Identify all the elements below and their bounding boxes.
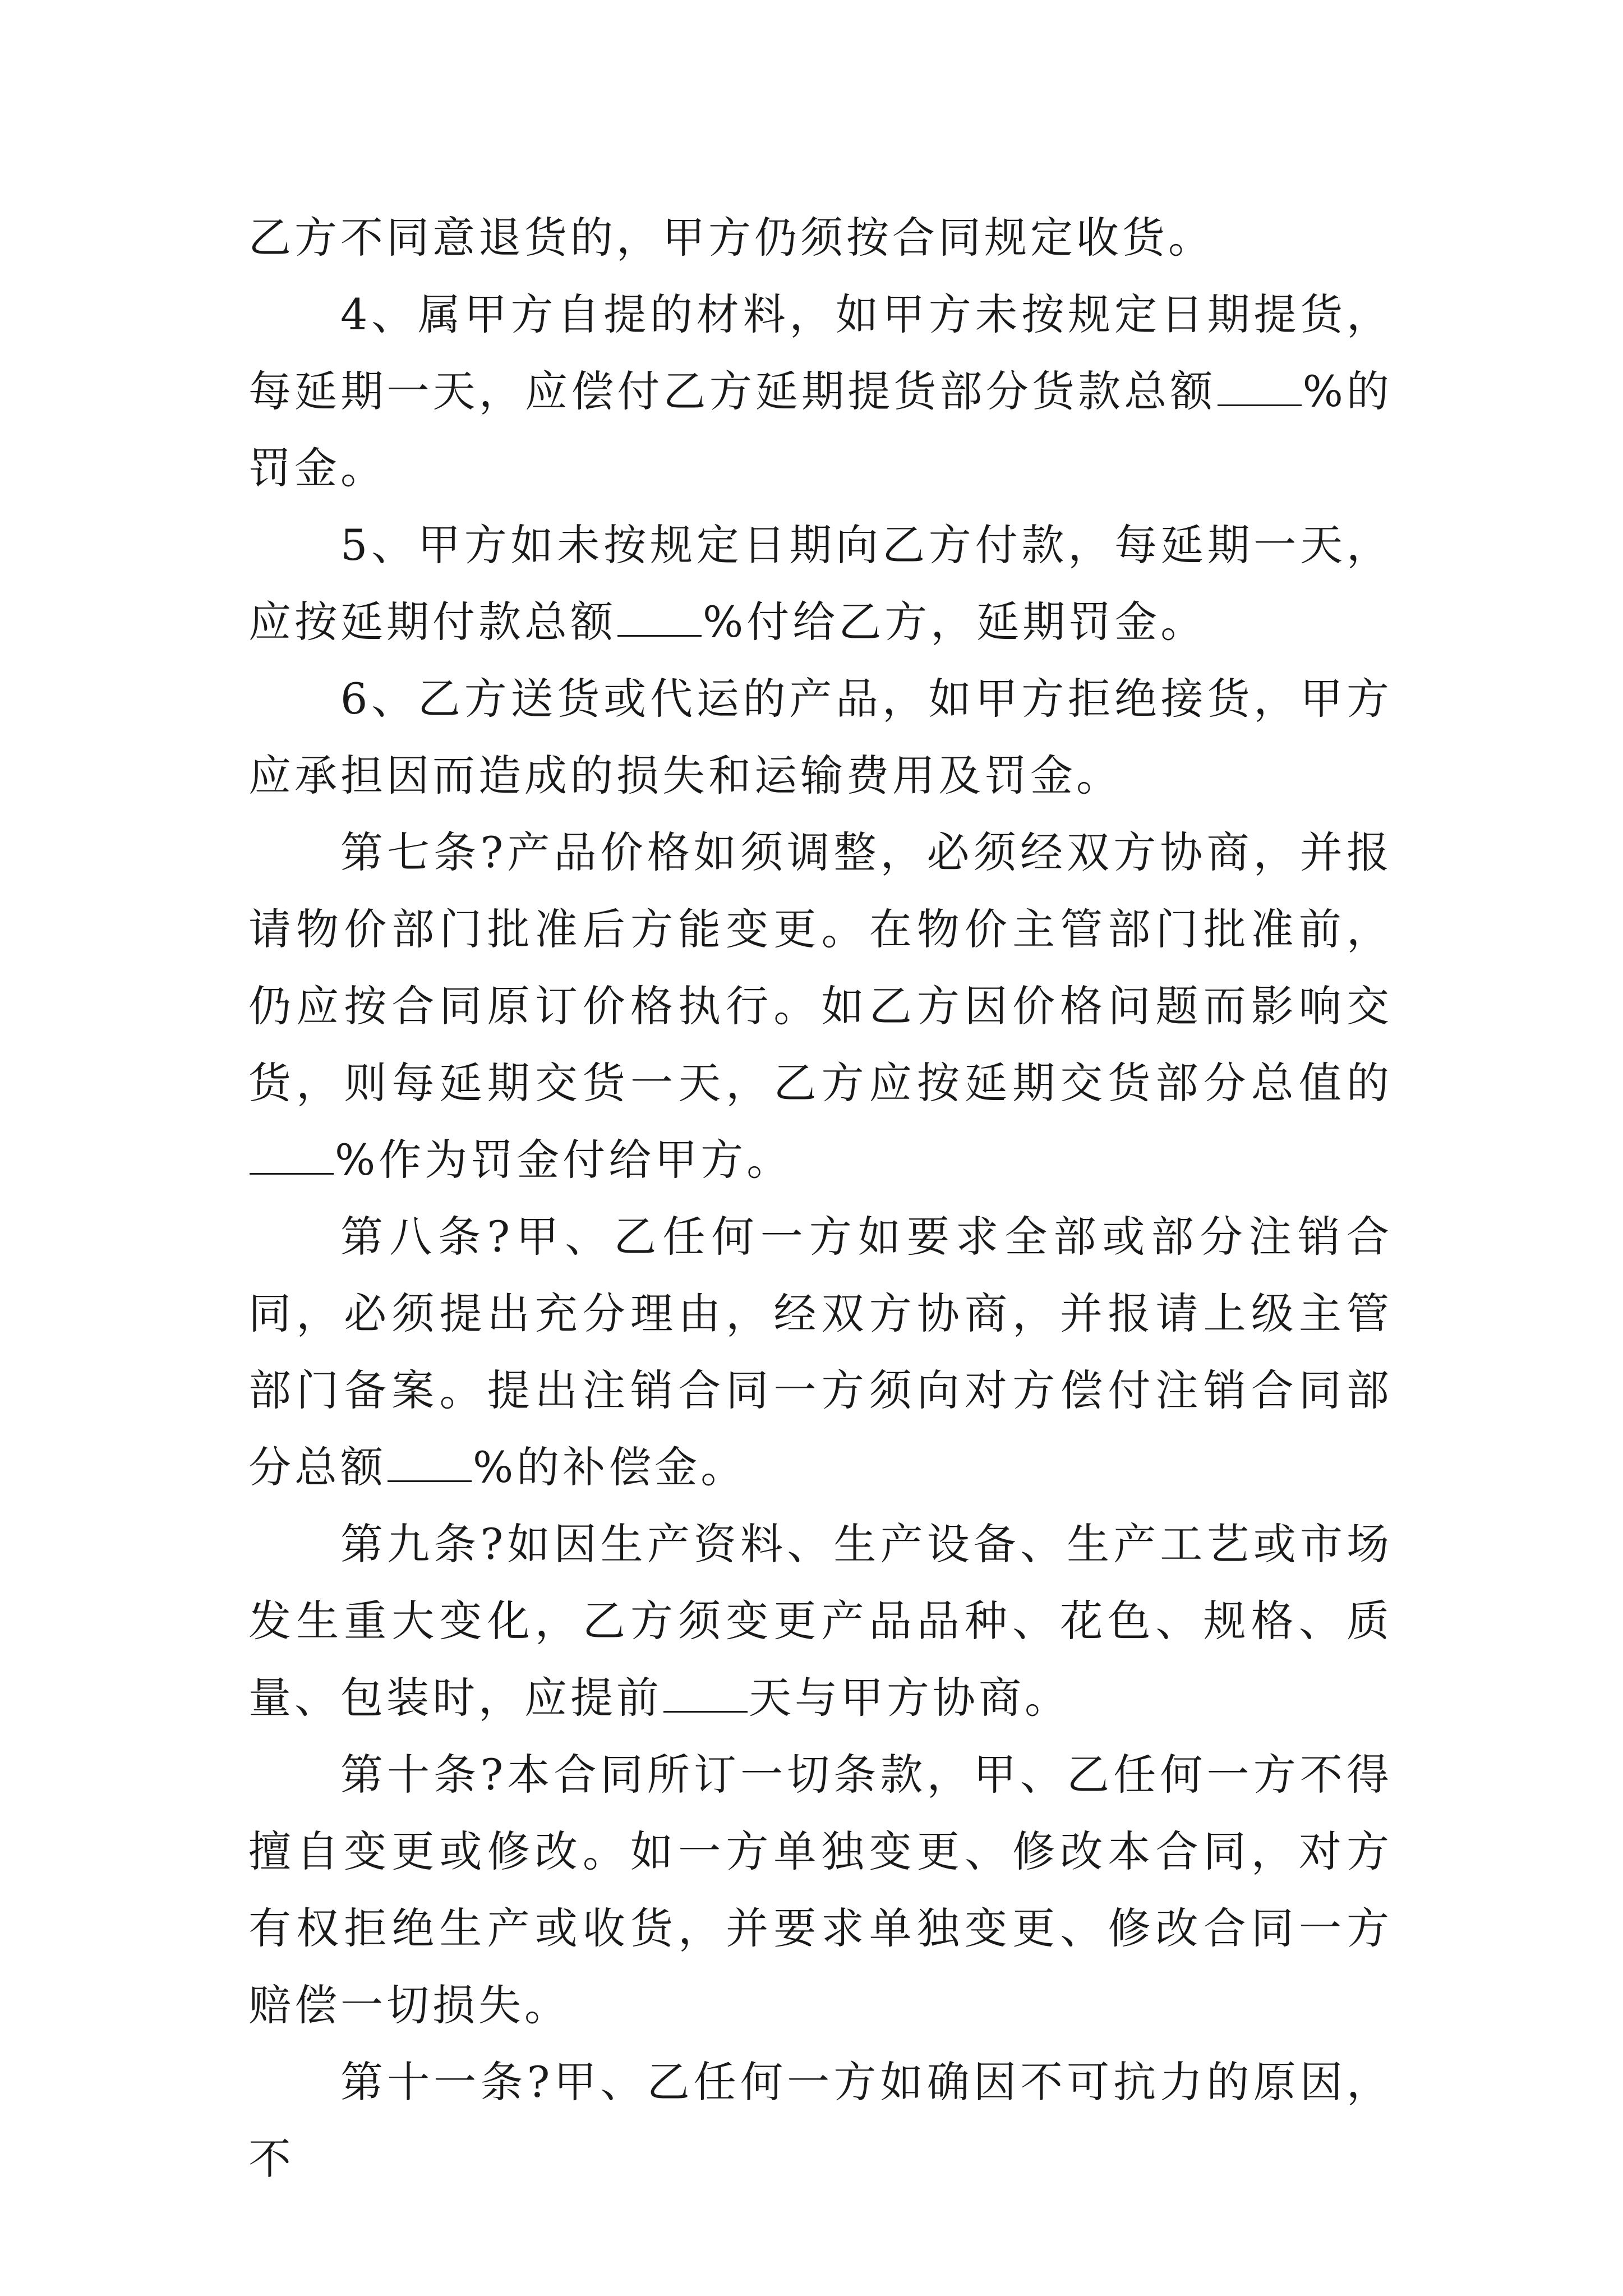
paragraph-clause-6: 6、乙方送货或代运的产品，如甲方拒绝接货，甲方应承担因而造成的损失和运输费用及罚金。 <box>248 674 1393 800</box>
paragraph-article-11: 第十一条?甲、乙任何一方如确因不可抗力的原因，不 <box>248 2057 1393 2184</box>
paragraph-clause-5: 5、甲方如未按规定日期向乙方付款，每延期一天，应按延期付款总额 %付给乙方，延期罚金。 <box>248 520 1393 647</box>
paragraph-return-acceptance: 乙方不同意退货的，甲方仍须按合同规定收货。 <box>248 213 1214 263</box>
paragraph-article-8: 第八条?甲、乙任何一方如要求全部或部分注销合同，必须提出充分理由，经双方协商，并报请上级主管部门备案。提出注销合同一方须向对方偿付注销合同部分总额 %的补偿金。 <box>248 1212 1393 1492</box>
blank-line <box>663 1710 748 1713</box>
blank-line <box>617 634 702 637</box>
paragraph-clause-4: 4、属甲方自提的材料，如甲方未按规定日期提货，每延期一天，应偿付乙方延期提货部分货款总额 %的罚金。 <box>248 289 1393 493</box>
document-body <box>248 199 1393 2197</box>
paragraph-article-7: 第七条?产品价格如须调整，必须经双方协商，并报请物价部门批准后方能变更。在物价主管部门批准前，仍应按合同原订价格执行。如乙方因价格问题而影响交货，则每延期交货一天，乙方应按延期交货部分总值的%作为罚金付给甲方。 <box>248 827 1393 1185</box>
paragraph-article-10: 第十条?本合同所订一切条款，甲、乙任何一方不得擅自变更或修改。如一方单独变更、修改本合同，对方有权拒绝生产或收货，并要求单独变更、修改合同一方赔偿一切损失。 <box>248 1750 1393 2030</box>
blank-line <box>250 1172 334 1175</box>
blank-line <box>388 1480 472 1482</box>
blank-line <box>1218 404 1302 406</box>
paragraph-article-9: 第九条?如因生产资料、生产设备、生产工艺或市场发生重大变化，乙方须变更产品品种、花色、规格、质量、包装时，应提前 天与甲方协商。 <box>248 1519 1393 1723</box>
